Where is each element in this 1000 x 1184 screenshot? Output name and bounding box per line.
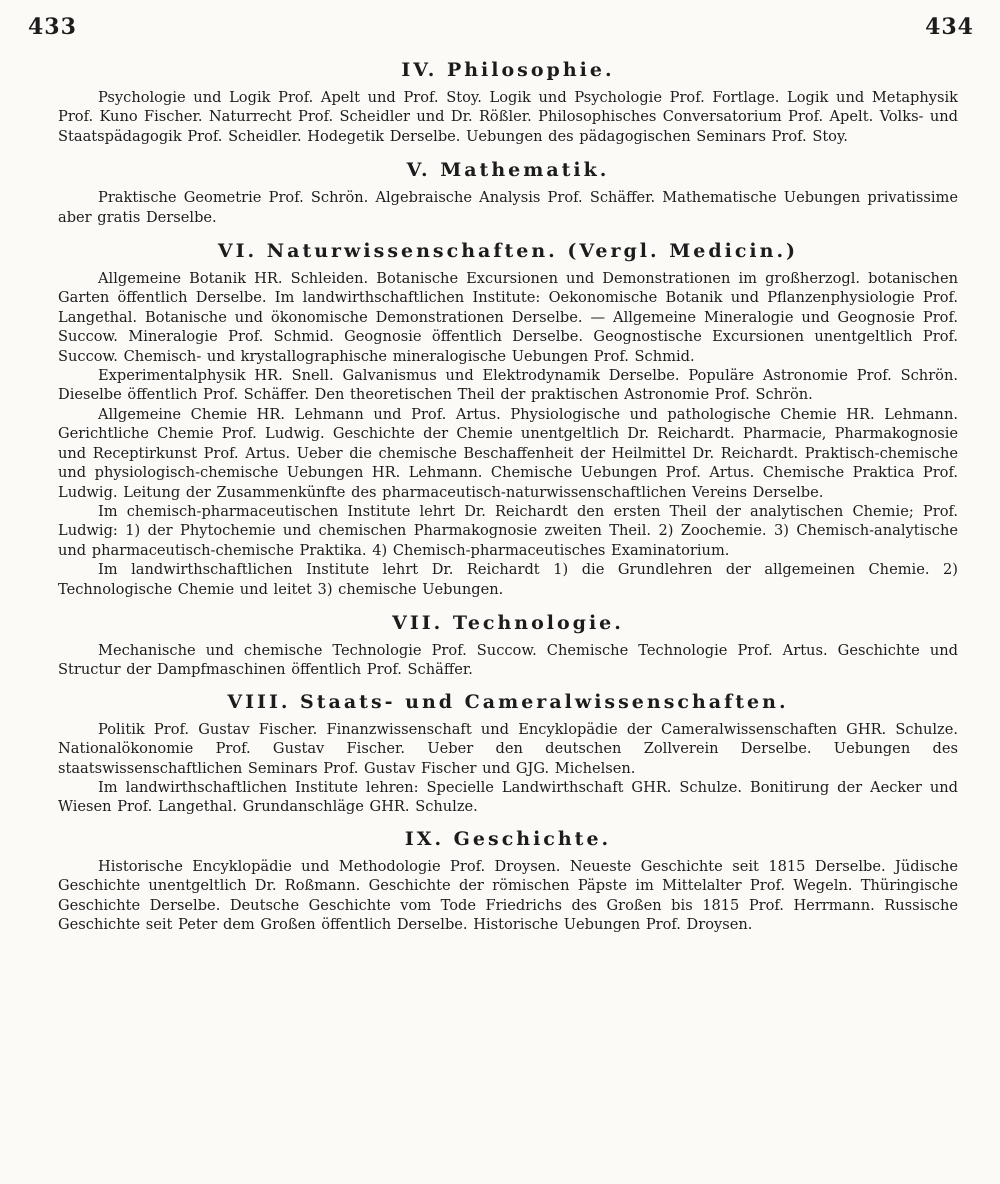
page-number-left: 433 [28, 14, 77, 40]
section-heading: VI. Naturwissenschaften. (Vergl. Medicin.) [217, 240, 799, 263]
section-paragraph: Im chemisch-pharmaceutischen Institute lehrt Dr. Reichardt den ersten Theil der analytischen Chemie; Prof. Ludwig: 1) der Phytochemie und chemischen Pharmakognosie zweiten Theil. 2) Zoochemie. 3) Chemisch-analytische und pharmaceutisch-chemische Praktika. 4) Chemisch-pharmaceutisches Examinatorium. [58, 502, 958, 559]
section-geschichte [58, 827, 958, 935]
section-paragraph: Allgemeine Botanik HR. Schleiden. Botanische Excursionen und Demonstrationen im großherzogl. botanischen Garten öffentlich Derselbe. Im landwirthschaftlichen Institute: Oekonomische Botanik und Pflanzenphysiologie Prof. Langethal. Botanische und ökonomische Demonstrationen Derselbe. — Allgemeine Mineralogie und Geognosie Prof. Succow. Mineralogie Prof. Schmid. Geognosie öffentlich Derselbe. Geognostische Excursionen unentgeltlich Prof. Succow. Chemisch- und krystallographische mineralogische Uebungen Prof. Schmid. [58, 270, 958, 365]
section-technologie [58, 611, 958, 680]
page-content [58, 56, 958, 934]
section-philosophie [58, 58, 958, 146]
section-naturwissenschaften [58, 239, 958, 599]
section-paragraph: Im landwirthschaftlichen Institute lehren: Specielle Landwirthschaft GHR. Schulze. Bonitirung der Aecker und Wiesen Prof. Langethal. Grundanschläge GHR. Schulze. [58, 778, 958, 816]
section-paragraph: Experimentalphysik HR. Snell. Galvanismus und Elektrodynamik Derselbe. Populäre Astronomie Prof. Schrön. Dieselbe öffentlich Prof. Schäffer. Den theoretischen Theil der praktischen Astronomie Prof. Schrön. [58, 367, 958, 404]
section-heading: VII. Technologie. [392, 611, 624, 634]
section-heading: IV. Philosophie. [401, 59, 615, 81]
section-paragraph: Mechanische und chemische Technologie Prof. Succow. Chemische Technologie Prof. Artus. Geschichte und Structur der Dampfmaschinen öffentlich Prof. Schäffer. [58, 641, 958, 679]
section-paragraph: Politik Prof. Gustav Fischer. Finanzwissenschaft und Encyklopädie der Cameralwissenschaften GHR. Schulze. Nationalökonomie Prof. Gustav Fischer. Ueber den deutschen Zollverein Derselbe. Uebungen des staatswissenschaftlichen Seminars Prof. Gustav Fischer und GJG. Michelsen. [58, 720, 958, 777]
section-heading: VIII. Staats- und Cameralwissenschaften. [227, 690, 789, 713]
section-paragraph: Praktische Geometrie Prof. Schrön. Algebraische Analysis Prof. Schäffer. Mathematische Uebungen privatissime aber gratis Derselbe. [58, 189, 958, 226]
section-paragraph: Im landwirthschaftlichen Institute lehrt Dr. Reichardt 1) die Grundlehren der allgemeinen Chemie. 2) Technologische Chemie und leitet 3) chemische Uebungen. [58, 561, 958, 598]
section-paragraph: Historische Encyklopädie und Methodologie Prof. Droysen. Neueste Geschichte seit 1815 Derselbe. Jüdische Geschichte unentgeltlich Dr. Roßmann. Geschichte der römischen Päpste im Mittelalter Prof. Wegeln. Thüringische Geschichte Derselbe. Deutsche Geschichte vom Tode Friedrichs des Großen bis 1815 Prof. Herrmann. Russische Geschichte seit Peter dem Großen öffentlich Derselbe. Historische Uebungen Prof. Droysen. [58, 857, 958, 933]
section-staatswissenschaften [58, 690, 958, 817]
page-number-right: 434 [925, 14, 974, 40]
section-paragraph: Psychologie und Logik Prof. Apelt und Prof. Stoy. Logik und Psychologie Prof. Fortlage. Logik und Metaphysik Prof. Kuno Fischer. Naturrecht Prof. Scheidler und Dr. Rößler. Philosophisches Conversatorium Prof. Apelt. Volks- und Staatspädagogik Prof. Scheidler. Hodegetik Derselbe. Uebungen des pädagogischen Seminars Prof. Stoy. [58, 89, 958, 145]
section-heading: V. Mathematik. [406, 159, 610, 182]
section-paragraph: Allgemeine Chemie HR. Lehmann und Prof. Artus. Physiologische und pathologische Chemie HR. Lehmann. Gerichtliche Chemie Prof. Ludwig. Geschichte der Chemie unentgeltlich Dr. Reichardt. Pharmacie, Pharmakognosie und Receptirkunst Prof. Artus. Ueber die chemische Beschaffenheit der Heilmittel Dr. Reichardt. Praktisch-chemische und physiologisch-chemische Uebungen HR. Lehmann. Chemische Uebungen Prof. Artus. Chemische Praktica Prof. Ludwig. Leitung der Zusammenkünfte des pharmaceutisch-naturwissenschaftlichen Vereins Derselbe. [58, 405, 958, 501]
section-heading: IX. Geschichte. [404, 827, 612, 850]
section-mathematik [58, 158, 958, 227]
